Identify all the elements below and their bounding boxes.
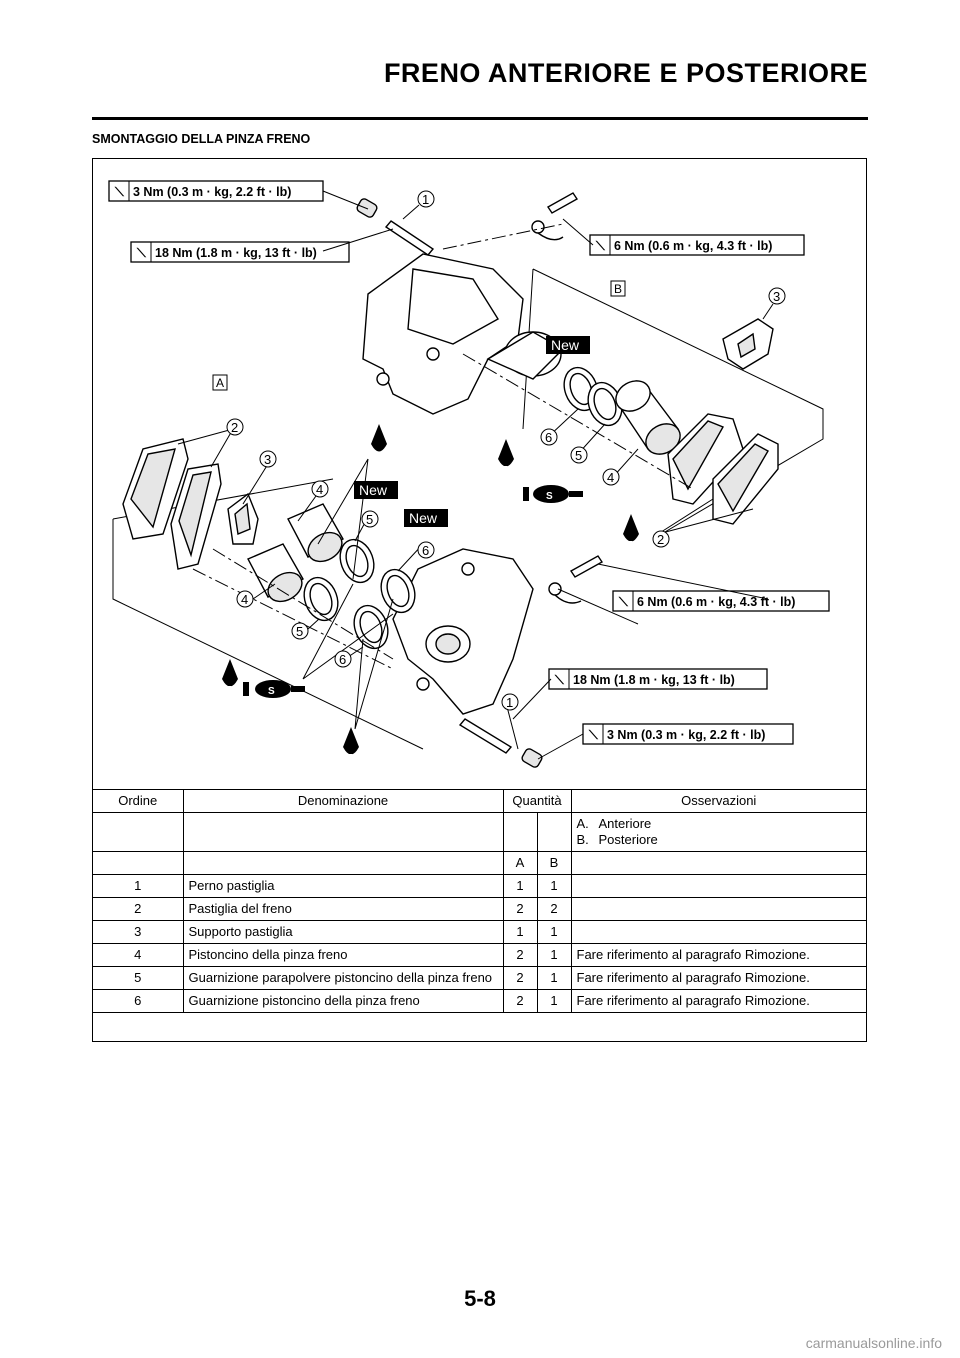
svg-text:18 Nm (1.8 m · kg, 13 ft · lb): 18 Nm (1.8 m · kg, 13 ft · lb): [573, 673, 735, 687]
new-tag-front-1: [354, 481, 398, 499]
svg-text:3: 3: [773, 289, 781, 304]
rear-pad-support: [723, 319, 773, 369]
table-row: 4 Pistoncino della pinza freno 2 1 Fare riferimento al paragrafo Rimozione.: [93, 944, 866, 967]
parts-table: [93, 789, 866, 1013]
table-qty-columns-row: [93, 852, 866, 875]
group-label-rear: [611, 281, 625, 296]
remarks-cell: A. Anteriore B. Posteriore: [571, 813, 866, 852]
svg-text:2: 2: [231, 420, 239, 435]
svg-text:6 Nm (0.6 m · kg, 4.3 ft · lb): 6 Nm (0.6 m · kg, 4.3 ft · lb): [614, 239, 773, 253]
front-seals-and-pistons: [248, 504, 421, 653]
svg-text:18 Nm (1.8 m · kg, 13 ft · lb): 18 Nm (1.8 m · kg, 13 ft · lb): [155, 246, 317, 260]
section-title: SMONTAGGIO DELLA PINZA FRENO: [92, 132, 311, 146]
content-frame: [92, 158, 867, 1042]
page-title: FRENO ANTERIORE E POSTERIORE: [383, 58, 868, 88]
callout-4-rear: [603, 469, 619, 485]
callout-4-front-bottom: [237, 591, 253, 607]
callout-1-front: [502, 694, 518, 710]
table-row: 2 Pastiglia del freno 2 2: [93, 898, 866, 921]
svg-text:5: 5: [575, 448, 583, 463]
svg-text:BF: BF: [497, 465, 508, 474]
table-row: 3 Supporto pastiglia 1 1: [93, 921, 866, 944]
wrench-icon: ⟍: [596, 239, 605, 253]
grease-icon: [523, 485, 583, 503]
svg-text:6: 6: [339, 652, 347, 667]
new-tag-rear: [546, 336, 590, 354]
brake-fluid-icon: [622, 514, 639, 549]
table-remarks-row: [93, 813, 866, 852]
torque-spec-3: [590, 235, 804, 255]
header-rule: [92, 117, 868, 120]
svg-text:1: 1: [422, 192, 430, 207]
svg-text:5: 5: [296, 624, 304, 639]
svg-text:6 Nm (0.6 m · kg, 4.3 ft · lb): 6 Nm (0.6 m · kg, 4.3 ft · lb): [637, 595, 796, 609]
rear-caliper-body: [363, 254, 563, 414]
front-pad-support: [228, 494, 258, 544]
new-tag-front-2: [404, 509, 448, 527]
brake-fluid-icon: [221, 659, 238, 694]
brake-fluid-icon: [370, 424, 387, 461]
svg-text:6: 6: [422, 543, 430, 558]
callout-2-rear: [653, 531, 669, 547]
svg-text:3 Nm (0.3 m · kg, 2.2 ft · lb): 3 Nm (0.3 m · kg, 2.2 ft · lb): [607, 728, 766, 742]
svg-text:4: 4: [316, 482, 324, 497]
svg-text:2: 2: [657, 532, 665, 547]
svg-text:3: 3: [264, 452, 272, 467]
rear-brake-pads: [668, 414, 778, 524]
qty-col-b: B: [537, 852, 571, 875]
svg-text:1: 1: [506, 695, 514, 710]
front-pad-pin: [460, 719, 543, 769]
svg-text:BF: BF: [342, 753, 353, 762]
svg-text:5: 5: [366, 512, 374, 527]
brake-fluid-icon: [342, 727, 359, 762]
callout-4-front-top: [312, 481, 328, 497]
rear-seals-and-piston: [558, 363, 685, 460]
torque-spec-4: [613, 591, 829, 611]
svg-text:6: 6: [545, 430, 553, 445]
callout-6-rear: [541, 429, 557, 445]
wrench-icon: ⟍: [555, 673, 564, 687]
wrench-icon: ⟍: [619, 595, 628, 609]
wrench-icon: ⟍: [115, 185, 124, 199]
svg-text:4: 4: [241, 592, 249, 607]
caliper-exploded-diagram: [93, 159, 866, 789]
svg-text:S: S: [546, 491, 553, 502]
callout-6-front-top: [418, 542, 434, 558]
torque-spec-2: [131, 242, 349, 262]
svg-text:A: A: [216, 376, 225, 390]
torque-spec-1: [109, 181, 323, 201]
header-name: Denominazione: [183, 790, 503, 813]
svg-text:BF: BF: [370, 452, 381, 461]
wrench-icon: ⟍: [137, 246, 146, 260]
svg-text:S: S: [268, 686, 275, 697]
brake-fluid-icon: [497, 439, 514, 474]
callout-6-front-bottom: [335, 651, 351, 667]
torque-spec-6: [583, 724, 793, 744]
group-label-front: [213, 375, 227, 390]
callout-5-rear: [571, 447, 587, 463]
wrench-icon: ⟍: [589, 728, 598, 742]
svg-text:New: New: [551, 337, 580, 353]
torque-spec-5: [549, 669, 767, 689]
header-qty: Quantità: [503, 790, 571, 813]
rear-bleed-screw: [532, 193, 577, 240]
page-number: 5-8: [464, 1286, 496, 1311]
front-caliper-body: [393, 549, 533, 714]
table-row: 6 Guarnizione pistoncino della pinza freno 2 1 Fare riferimento al paragrafo Rimozione.: [93, 990, 866, 1013]
front-brake-pads: [123, 439, 221, 569]
svg-text:B: B: [614, 282, 623, 296]
table-row: 1 Perno pastiglia 1 1: [93, 875, 866, 898]
callout-3-front: [260, 451, 276, 467]
header-order: Ordine: [93, 790, 183, 813]
grease-icon: [243, 680, 305, 698]
callout-5-front-bottom: [292, 623, 308, 639]
svg-text:New: New: [409, 510, 438, 526]
callout-1-rear: [418, 191, 434, 207]
svg-text:BF: BF: [622, 540, 633, 549]
qty-col-a: A: [503, 852, 537, 875]
callout-3-rear: [769, 288, 785, 304]
callout-5-front-top: [362, 511, 378, 527]
table-header-row: [93, 790, 866, 813]
callout-2-front: [227, 419, 243, 435]
svg-text:4: 4: [607, 470, 615, 485]
table-row: 5 Guarnizione parapolvere pistoncino della pinza freno 2 1 Fare riferimento al paragrafo Rimozione.: [93, 967, 866, 990]
svg-text:New: New: [359, 482, 388, 498]
watermark[interactable]: carmanualsonline.info: [805, 1335, 942, 1351]
svg-text:3 Nm (0.3 m · kg, 2.2 ft · lb): 3 Nm (0.3 m · kg, 2.2 ft · lb): [133, 185, 292, 199]
svg-text:BF: BF: [221, 685, 232, 694]
header-notes: Osservazioni: [571, 790, 866, 813]
front-bleed-screw: [549, 556, 602, 603]
